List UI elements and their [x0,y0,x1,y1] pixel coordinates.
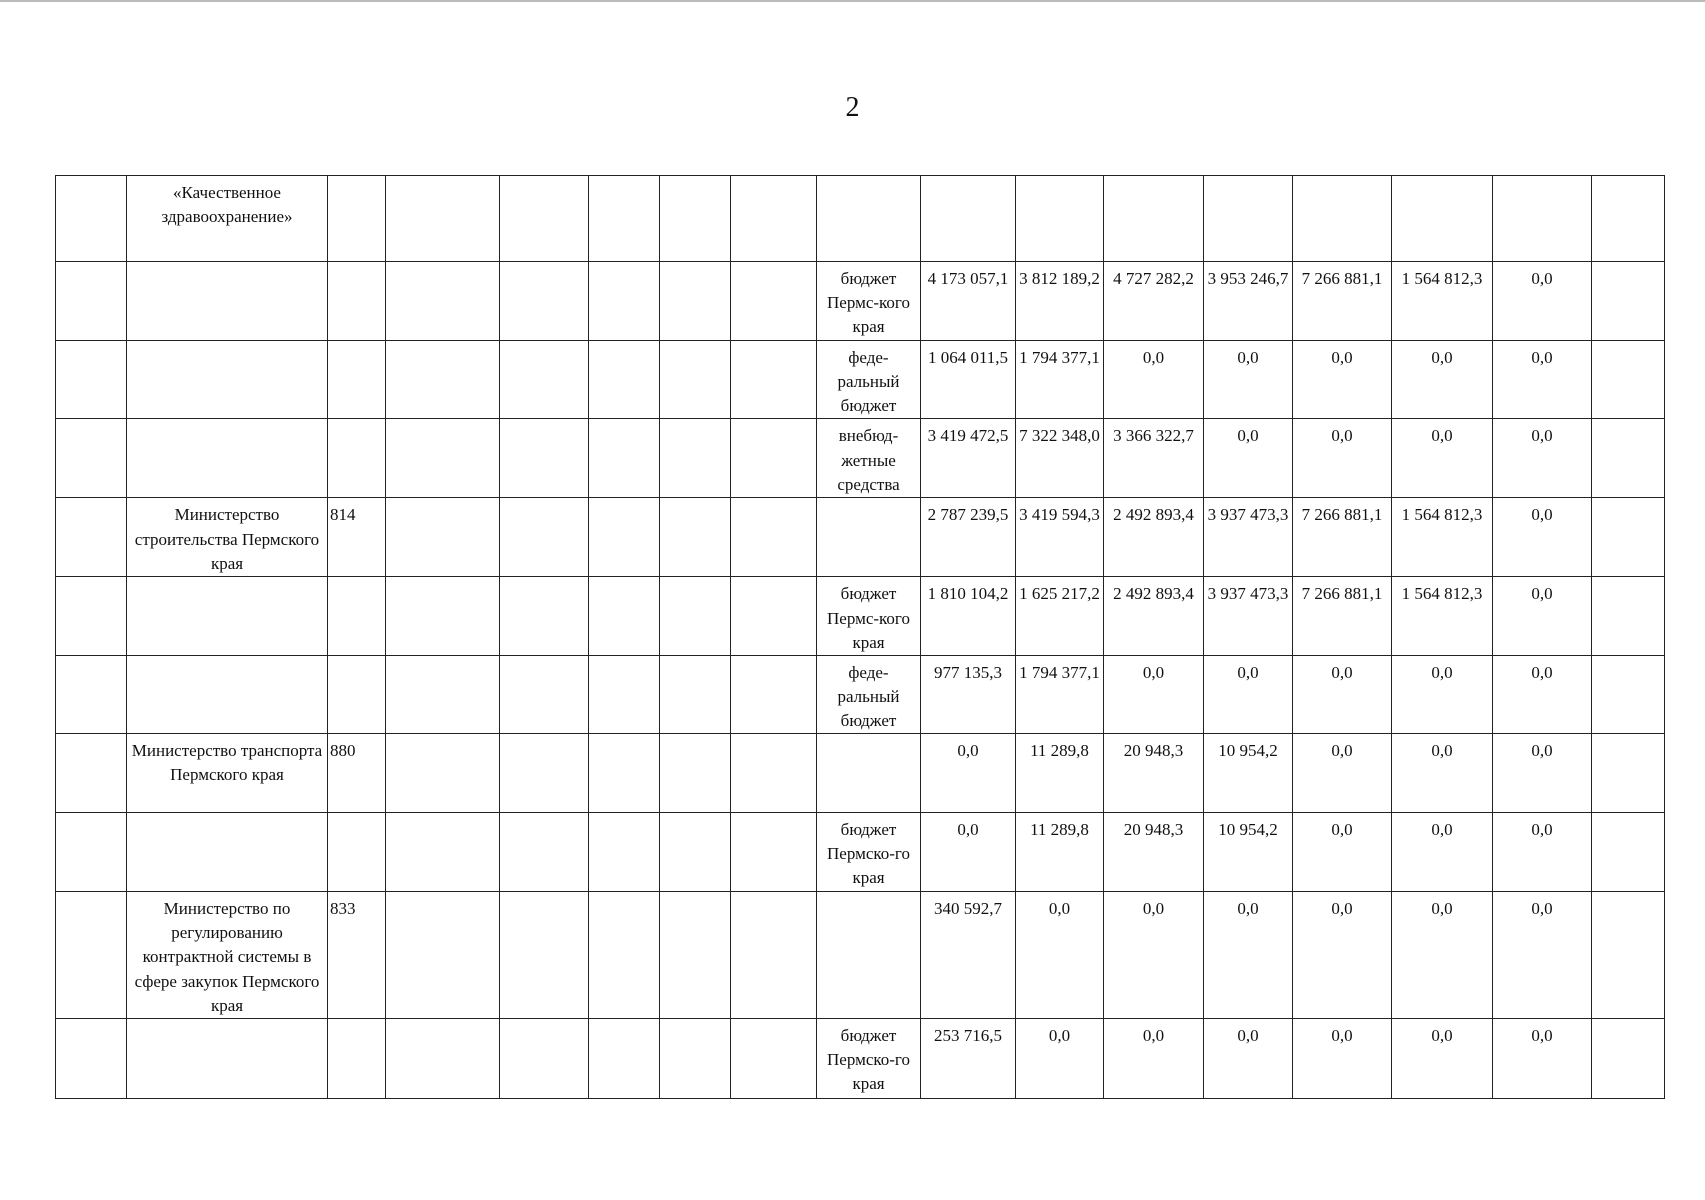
executor-name-cell [127,577,328,655]
empty-cell [386,655,500,733]
ministry-code-cell: 814 [328,498,386,577]
value-cell: 0,0 [1293,419,1392,498]
empty-cell [56,498,127,577]
value-cell: 253 716,5 [921,1019,1016,1099]
value-cell: 0,0 [1293,892,1392,1019]
value-cell: 977 135,3 [921,655,1016,733]
funding-source-cell: бюджет Пермс-кого края [817,577,921,655]
value-cell: 3 419 472,5 [921,419,1016,498]
empty-cell [56,262,127,341]
empty-cell [500,577,589,655]
value-cell: 0,0 [1104,1019,1204,1099]
empty-cell [660,262,731,341]
empty-cell [731,262,817,341]
value-cell: 0,0 [1293,734,1392,813]
value-cell: 7 266 881,1 [1293,262,1392,341]
value-cell: 0,0 [1392,1019,1493,1099]
empty-cell [660,655,731,733]
value-cell: 1 064 011,5 [921,341,1016,419]
empty-cell [56,176,127,262]
empty-cell [731,341,817,419]
empty-cell [56,655,127,733]
empty-cell [56,419,127,498]
empty-cell [589,1019,660,1099]
empty-cell [589,734,660,813]
value-cell: 0,0 [1493,262,1592,341]
empty-cell [660,498,731,577]
executor-name-cell: Министерство строительства Пермского края [127,498,328,577]
funding-source-cell: бюджет Пермско-го края [817,1019,921,1099]
funding-source-cell: бюджет Пермско-го края [817,813,921,892]
empty-cell [660,734,731,813]
empty-cell [386,577,500,655]
empty-cell [500,1019,589,1099]
value-cell: 0,0 [1293,1019,1392,1099]
empty-cell [500,176,589,262]
empty-cell [589,419,660,498]
value-cell: 1 794 377,1 [1016,655,1104,733]
empty-cell [1592,341,1665,419]
executor-name-cell [127,1019,328,1099]
value-cell: 1 564 812,3 [1392,577,1493,655]
empty-cell [731,892,817,1019]
empty-cell [589,176,660,262]
table-body [56,176,1665,1099]
empty-cell [56,892,127,1019]
table-row [56,341,1665,419]
empty-cell [1592,892,1665,1019]
table-row [56,1019,1665,1099]
empty-cell [660,1019,731,1099]
value-cell: 0,0 [1493,419,1592,498]
value-cell: 2 492 893,4 [1104,577,1204,655]
empty-cell [731,813,817,892]
empty-cell [386,813,500,892]
empty-cell [386,1019,500,1099]
value-cell: 0,0 [1016,1019,1104,1099]
empty-cell [56,1019,127,1099]
value-cell: 0,0 [1493,1019,1592,1099]
value-cell: 0,0 [1493,341,1592,419]
empty-cell [386,262,500,341]
ministry-code-cell [328,577,386,655]
value-cell [1493,176,1592,262]
value-cell: 7 266 881,1 [1293,498,1392,577]
value-cell: 0,0 [1493,813,1592,892]
value-cell: 0,0 [1493,577,1592,655]
value-cell: 0,0 [1392,813,1493,892]
table-row [56,498,1665,577]
executor-name-cell [127,813,328,892]
funding-source-cell: внебюд-жетные средства [817,419,921,498]
value-cell: 0,0 [1204,1019,1293,1099]
value-cell: 0,0 [1293,655,1392,733]
ministry-code-cell [328,655,386,733]
executor-name-cell [127,655,328,733]
value-cell: 1 810 104,2 [921,577,1016,655]
ministry-code-cell: 833 [328,892,386,1019]
empty-cell [500,498,589,577]
value-cell: 3 937 473,3 [1204,577,1293,655]
value-cell: 20 948,3 [1104,734,1204,813]
value-cell: 0,0 [1392,892,1493,1019]
executor-name-cell [127,419,328,498]
empty-cell [56,341,127,419]
empty-cell [731,419,817,498]
value-cell: 20 948,3 [1104,813,1204,892]
executor-name-cell [127,341,328,419]
empty-cell [1592,813,1665,892]
empty-cell [386,892,500,1019]
value-cell: 4 727 282,2 [1104,262,1204,341]
funding-source-cell: феде-ральный бюджет [817,341,921,419]
value-cell: 2 787 239,5 [921,498,1016,577]
table-row [56,892,1665,1019]
ministry-code-cell [328,341,386,419]
value-cell: 0,0 [1493,734,1592,813]
empty-cell [1592,577,1665,655]
empty-cell [589,655,660,733]
ministry-code-cell [328,1019,386,1099]
empty-cell [386,341,500,419]
value-cell: 1 564 812,3 [1392,262,1493,341]
empty-cell [660,176,731,262]
value-cell: 1 564 812,3 [1392,498,1493,577]
budget-table [55,175,1665,1099]
funding-source-cell [817,498,921,577]
empty-cell [731,1019,817,1099]
value-cell: 3 812 189,2 [1016,262,1104,341]
empty-cell [386,419,500,498]
empty-cell [500,655,589,733]
funding-source-cell [817,734,921,813]
empty-cell [500,734,589,813]
empty-cell [660,813,731,892]
value-cell: 1 794 377,1 [1016,341,1104,419]
funding-source-cell [817,176,921,262]
empty-cell [500,262,589,341]
empty-cell [56,813,127,892]
value-cell: 3 419 594,3 [1016,498,1104,577]
value-cell: 11 289,8 [1016,813,1104,892]
scan-edge [0,0,1705,2]
value-cell: 0,0 [1493,498,1592,577]
table-row [56,419,1665,498]
table-row [56,577,1665,655]
empty-cell [589,892,660,1019]
value-cell: 0,0 [1392,419,1493,498]
value-cell: 3 937 473,3 [1204,498,1293,577]
value-cell [1204,176,1293,262]
empty-cell [589,341,660,419]
empty-cell [589,262,660,341]
empty-cell [1592,1019,1665,1099]
value-cell: 0,0 [1204,341,1293,419]
value-cell: 1 625 217,2 [1016,577,1104,655]
value-cell: 10 954,2 [1204,734,1293,813]
empty-cell [386,734,500,813]
ministry-code-cell [328,813,386,892]
empty-cell [500,892,589,1019]
ministry-code-cell [328,419,386,498]
value-cell: 0,0 [1204,655,1293,733]
empty-cell [500,419,589,498]
funding-source-cell: бюджет Пермс-кого края [817,262,921,341]
funding-source-cell: феде-ральный бюджет [817,655,921,733]
table-row [56,176,1665,262]
executor-name-cell: Министерство транспорта Пермского края [127,734,328,813]
funding-source-cell [817,892,921,1019]
empty-cell [500,813,589,892]
value-cell: 0,0 [1104,892,1204,1019]
value-cell [1016,176,1104,262]
value-cell: 0,0 [1016,892,1104,1019]
value-cell: 0,0 [1493,655,1592,733]
empty-cell [660,892,731,1019]
ministry-code-cell [328,176,386,262]
value-cell: 7 322 348,0 [1016,419,1104,498]
value-cell: 0,0 [1392,341,1493,419]
empty-cell [731,498,817,577]
executor-name-cell: Министерство по регулированию контрактной системы в сфере закупок Пермского края [127,892,328,1019]
value-cell: 0,0 [1104,655,1204,733]
value-cell [1293,176,1392,262]
empty-cell [589,577,660,655]
empty-cell [500,341,589,419]
value-cell: 11 289,8 [1016,734,1104,813]
value-cell: 0,0 [1293,341,1392,419]
empty-cell [56,734,127,813]
value-cell [921,176,1016,262]
empty-cell [589,498,660,577]
empty-cell [660,577,731,655]
value-cell [1392,176,1493,262]
value-cell: 3 953 246,7 [1204,262,1293,341]
table-row [56,262,1665,341]
empty-cell [1592,655,1665,733]
value-cell: 0,0 [1104,341,1204,419]
value-cell: 0,0 [1204,892,1293,1019]
empty-cell [1592,176,1665,262]
empty-cell [386,176,500,262]
value-cell: 2 492 893,4 [1104,498,1204,577]
empty-cell [56,577,127,655]
empty-cell [1592,419,1665,498]
value-cell: 0,0 [921,734,1016,813]
empty-cell [731,655,817,733]
empty-cell [1592,498,1665,577]
empty-cell [731,734,817,813]
table-row [56,655,1665,733]
empty-cell [731,176,817,262]
empty-cell [1592,262,1665,341]
value-cell: 0,0 [1493,892,1592,1019]
value-cell: 10 954,2 [1204,813,1293,892]
empty-cell [386,498,500,577]
page-number: 2 [845,92,860,123]
value-cell [1104,176,1204,262]
empty-cell [660,341,731,419]
value-cell: 0,0 [1392,655,1493,733]
table-row [56,734,1665,813]
value-cell: 7 266 881,1 [1293,577,1392,655]
table-row [56,813,1665,892]
value-cell: 340 592,7 [921,892,1016,1019]
executor-name-cell [127,262,328,341]
empty-cell [1592,734,1665,813]
empty-cell [660,419,731,498]
value-cell: 0,0 [1293,813,1392,892]
empty-cell [589,813,660,892]
ministry-code-cell: 880 [328,734,386,813]
value-cell: 4 173 057,1 [921,262,1016,341]
value-cell: 0,0 [1204,419,1293,498]
value-cell: 3 366 322,7 [1104,419,1204,498]
value-cell: 0,0 [921,813,1016,892]
executor-name-cell: «Качественное здравоохранение» [127,176,328,262]
ministry-code-cell [328,262,386,341]
empty-cell [731,577,817,655]
value-cell: 0,0 [1392,734,1493,813]
